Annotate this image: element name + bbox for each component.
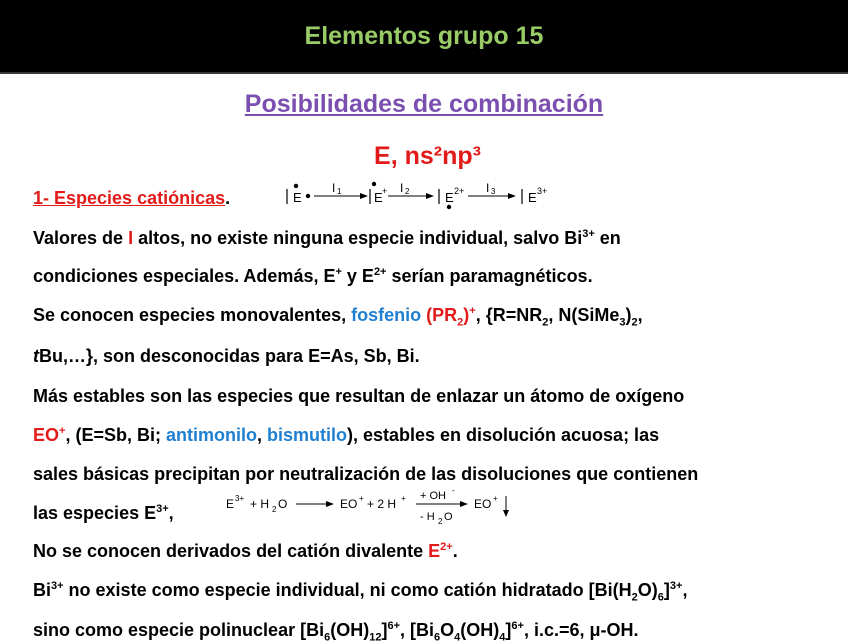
svg-text:-: - — [452, 486, 455, 495]
section-heading-line: 1- Especies catiónicas. — [33, 188, 231, 208]
electron-configuration: E, ns²np³ — [374, 142, 481, 170]
slide-subtitle: Posibilidades de combinación — [244, 90, 604, 118]
hydrolysis-product: EO — [340, 497, 358, 511]
fosfenio-term: fosfenio — [351, 305, 422, 325]
svg-text:+: + — [493, 494, 498, 503]
scheme-step3-label: I — [486, 181, 490, 195]
scheme-step2-sub: 2 — [405, 187, 410, 196]
paragraph1-line2: condiciones especiales. Además, E+ y $E^{2+}$ serían paramagnéticos. — [33, 266, 593, 286]
hydrolysis-final-product: EO — [474, 497, 492, 511]
scheme-product1: E — [374, 190, 383, 205]
paragraph3-line2: EO+, (E=Sb, Bi; antimonilo, bismutilo), estables en disolución acuosa; las — [33, 425, 660, 445]
paragraph2-line2: tBu,…}, son desconocidas para E=As, Sb, Bi. — [33, 346, 420, 366]
paragraph3-line3: sales básicas precipitan por neutralización de las disoluciones que contienen — [33, 464, 699, 484]
eo-cation: EO — [33, 425, 60, 445]
paragraph2-line1: Se conocen especies monovalentes, fosfenio $(PR_2)^+$, {$R=NR_2$, $N(SiMe_3)_2$, — [33, 305, 643, 329]
svg-text:+: + — [359, 494, 364, 503]
hydrolysis-reactant: E — [226, 497, 235, 511]
scheme-step1-sub: 1 — [337, 187, 342, 196]
paragraph3-line1: Más estables son las especies que resultan de enlazar un átomo de oxígeno — [33, 386, 685, 406]
svg-text:O: O — [278, 497, 288, 511]
scheme-product3-charge: 3+ — [537, 186, 548, 196]
svg-text:+: + — [401, 494, 406, 503]
paragraph5-line1: $Bi^{3+}$ no existe como especie individual, ni como catión hidratado $[Bi(H_2O)_6]^{3+}$, — [33, 580, 688, 604]
title-bar — [0, 0, 848, 74]
section-heading: 1- Especies catiónicas — [33, 188, 226, 208]
antimonilo-term: antimonilo — [165, 425, 257, 445]
ionization-energy-symbol: I — [128, 228, 134, 248]
scheme-product2: E — [445, 190, 454, 205]
scheme-product1-charge: + — [382, 186, 388, 196]
svg-text:+ H: + H — [250, 497, 270, 511]
paragraph3-line4: las especies $E^{3+}$, — [33, 503, 174, 523]
scheme-step2-label: I — [400, 181, 404, 195]
hydrolysis-above-arrow: + OH — [420, 490, 446, 502]
paragraph4: No se conocen derivados del catión divalente $E^{2+}$. — [33, 541, 458, 561]
bismutilo-term: bismutilo — [266, 425, 347, 445]
scheme-product2-charge: 2+ — [454, 186, 465, 196]
scheme-product3: E — [528, 190, 537, 205]
svg-text:+ 2 H: + 2 H — [367, 497, 397, 511]
paragraph5-line2: sino como especie polinuclear $[Bi_6(OH)_{12}]^{6+}$, $[Bi_6O_4(OH)_4]^{6+}$, i.c.=6, μ-OH. — [33, 620, 639, 644]
svg-text:O: O — [444, 511, 453, 523]
svg-text:2: 2 — [272, 505, 277, 514]
svg-text:3+: 3+ — [235, 494, 245, 503]
scheme-step1-label: I — [332, 181, 336, 195]
ionization-scheme — [282, 178, 572, 212]
scheme-step3-sub: 3 — [491, 187, 496, 196]
slide-title: Elementos grupo 15 — [304, 21, 544, 50]
paragraph1-line1: Valores de I altos, no existe ninguna especie individual, salvo $Bi^{3+}$ en — [33, 228, 621, 248]
hydrolysis-below-arrow: - H — [420, 511, 435, 523]
hydrolysis-scheme — [222, 486, 522, 528]
scheme-start-element: E — [293, 190, 302, 205]
divalent-cation: E — [428, 541, 441, 561]
svg-text:2: 2 — [438, 517, 443, 526]
